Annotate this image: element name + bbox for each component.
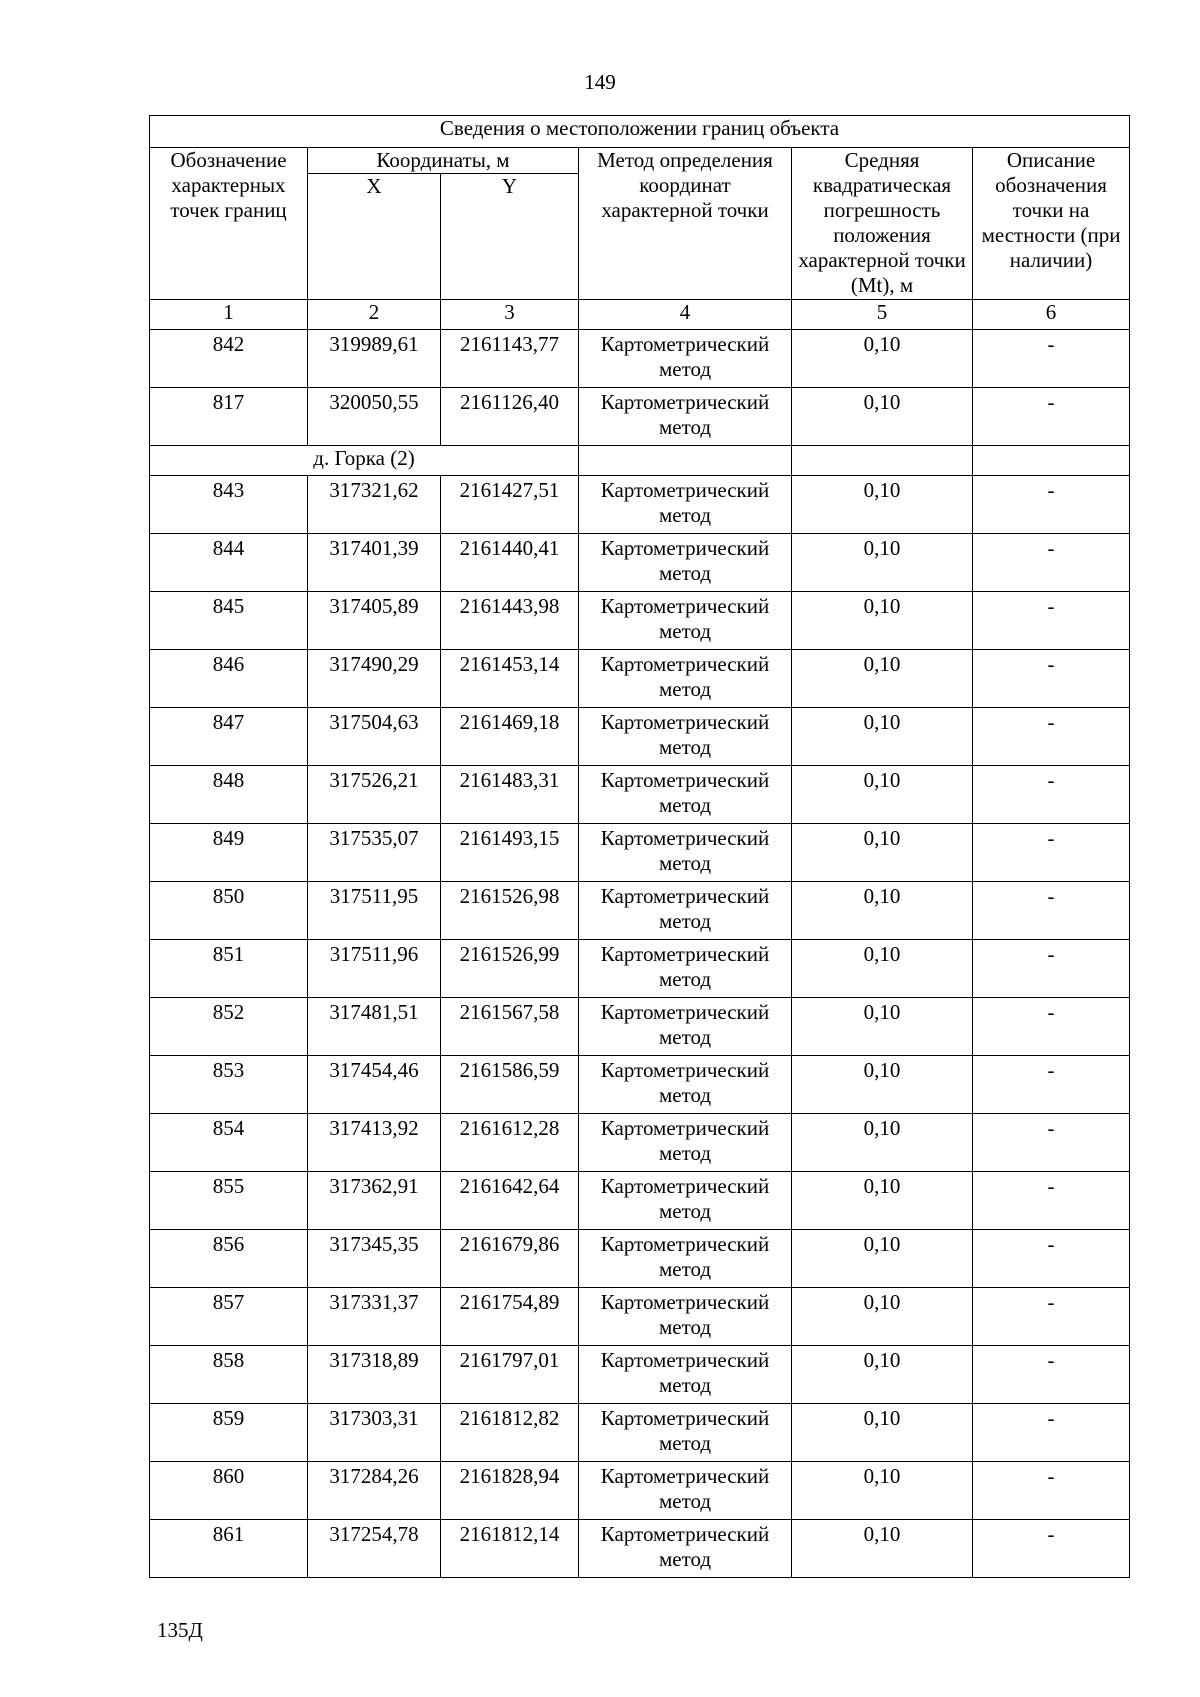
error-cell: 0,10 [792, 476, 973, 534]
header-row-1 [150, 148, 1130, 174]
table-title: Сведения о местоположении границ объекта [150, 116, 1130, 148]
error-cell: 0,10 [792, 534, 973, 592]
point-number-cell: 845 [150, 592, 308, 650]
table-row [150, 940, 1130, 998]
point-number-cell: 851 [150, 940, 308, 998]
point-number-cell: 847 [150, 708, 308, 766]
column-number: 5 [792, 300, 973, 330]
table-row [150, 998, 1130, 1056]
method-cell: Картометрический метод [579, 1114, 792, 1172]
description-cell: - [973, 1346, 1130, 1404]
point-number-cell: 848 [150, 766, 308, 824]
y-coordinate-cell: 2161440,41 [441, 534, 579, 592]
error-cell: 0,10 [792, 1346, 973, 1404]
description-cell: - [973, 330, 1130, 388]
point-number-cell: 861 [150, 1520, 308, 1578]
method-cell: Картометрический метод [579, 388, 792, 446]
column-number: 6 [973, 300, 1130, 330]
point-number-cell: 844 [150, 534, 308, 592]
point-number-cell: 843 [150, 476, 308, 534]
y-coordinate-cell: 2161612,28 [441, 1114, 579, 1172]
error-cell: 0,10 [792, 1172, 973, 1230]
table-row [150, 1346, 1130, 1404]
y-coordinate-cell: 2161642,64 [441, 1172, 579, 1230]
table-row [150, 1520, 1130, 1578]
point-number-cell: 849 [150, 824, 308, 882]
error-cell: 0,10 [792, 824, 973, 882]
description-cell: - [973, 1404, 1130, 1462]
method-cell: Картометрический метод [579, 1172, 792, 1230]
method-cell: Картометрический метод [579, 882, 792, 940]
method-cell: Картометрический метод [579, 708, 792, 766]
description-cell: - [973, 882, 1130, 940]
method-cell: Картометрический метод [579, 1288, 792, 1346]
y-coordinate-cell: 2161586,59 [441, 1056, 579, 1114]
method-cell: Картометрический метод [579, 534, 792, 592]
error-cell: 0,10 [792, 1114, 973, 1172]
method-cell: Картометрический метод [579, 1462, 792, 1520]
method-cell: Картометрический метод [579, 1230, 792, 1288]
x-coordinate-cell: 317511,95 [308, 882, 441, 940]
error-cell: 0,10 [792, 766, 973, 824]
error-cell: 0,10 [792, 388, 973, 446]
table-row [150, 1230, 1130, 1288]
y-coordinate-cell: 2161679,86 [441, 1230, 579, 1288]
description-cell: - [973, 388, 1130, 446]
x-coordinate-cell: 317401,39 [308, 534, 441, 592]
section-empty-cell [579, 446, 792, 476]
point-number-cell: 842 [150, 330, 308, 388]
description-cell: - [973, 650, 1130, 708]
y-coordinate-cell: 2161797,01 [441, 1346, 579, 1404]
point-number-cell: 846 [150, 650, 308, 708]
x-coordinate-cell: 317511,96 [308, 940, 441, 998]
y-coordinate-cell: 2161526,98 [441, 882, 579, 940]
table-row [150, 882, 1130, 940]
method-cell: Картометрический метод [579, 766, 792, 824]
point-number-cell: 860 [150, 1462, 308, 1520]
error-cell: 0,10 [792, 330, 973, 388]
x-coordinate-cell: 317405,89 [308, 592, 441, 650]
x-coordinate-cell: 317331,37 [308, 1288, 441, 1346]
table-row [150, 1172, 1130, 1230]
section-empty-cell [973, 446, 1130, 476]
method-cell: Картометрический метод [579, 650, 792, 708]
table-row [150, 388, 1130, 446]
y-coordinate-cell: 2161493,15 [441, 824, 579, 882]
method-cell: Картометрический метод [579, 476, 792, 534]
error-cell: 0,10 [792, 1056, 973, 1114]
error-cell: 0,10 [792, 998, 973, 1056]
error-cell: 0,10 [792, 708, 973, 766]
x-coordinate-cell: 317526,21 [308, 766, 441, 824]
y-coordinate-cell: 2161812,82 [441, 1404, 579, 1462]
point-number-cell: 853 [150, 1056, 308, 1114]
footer-code: 135Д [157, 1618, 203, 1642]
description-cell: - [973, 534, 1130, 592]
column-number-row [150, 300, 1130, 330]
description-cell: - [973, 766, 1130, 824]
table-body [150, 116, 1130, 1578]
point-number-cell: 817 [150, 388, 308, 446]
point-number-cell: 854 [150, 1114, 308, 1172]
y-coordinate-cell: 2161567,58 [441, 998, 579, 1056]
x-coordinate-cell: 317318,89 [308, 1346, 441, 1404]
method-cell: Картометрический метод [579, 1056, 792, 1114]
y-coordinate-cell: 2161443,98 [441, 592, 579, 650]
description-cell: - [973, 1520, 1130, 1578]
description-cell: - [973, 824, 1130, 882]
table-row [150, 1114, 1130, 1172]
table-row [150, 534, 1130, 592]
table-row [150, 1056, 1130, 1114]
table-row [150, 650, 1130, 708]
point-number-cell: 852 [150, 998, 308, 1056]
description-cell: - [973, 1462, 1130, 1520]
method-cell: Картометрический метод [579, 940, 792, 998]
error-cell: 0,10 [792, 650, 973, 708]
page-number: 149 [584, 70, 616, 94]
table-row [150, 1462, 1130, 1520]
y-coordinate-cell: 2161483,31 [441, 766, 579, 824]
x-coordinate-cell: 317321,62 [308, 476, 441, 534]
x-coordinate-cell: 317504,63 [308, 708, 441, 766]
error-cell: 0,10 [792, 1288, 973, 1346]
boundary-table [149, 115, 1130, 1578]
description-cell: - [973, 1114, 1130, 1172]
description-cell: - [973, 1056, 1130, 1114]
section-label: д. Горка (2) [150, 446, 579, 476]
table-row [150, 476, 1130, 534]
y-coordinate-cell: 2161469,18 [441, 708, 579, 766]
x-coordinate-cell: 317535,07 [308, 824, 441, 882]
method-cell: Картометрический метод [579, 1520, 792, 1578]
description-cell: - [973, 940, 1130, 998]
description-cell: - [973, 1230, 1130, 1288]
table-title-row [150, 116, 1130, 148]
method-cell: Картометрический метод [579, 592, 792, 650]
point-number-cell: 856 [150, 1230, 308, 1288]
y-coordinate-cell: 2161754,89 [441, 1288, 579, 1346]
y-coordinate-cell: 2161828,94 [441, 1462, 579, 1520]
y-coordinate-cell: 2161427,51 [441, 476, 579, 534]
description-cell: - [973, 1288, 1130, 1346]
column-number: 4 [579, 300, 792, 330]
table-row [150, 592, 1130, 650]
method-cell: Картометрический метод [579, 998, 792, 1056]
description-cell: - [973, 708, 1130, 766]
description-cell: - [973, 592, 1130, 650]
table-row [150, 330, 1130, 388]
x-coordinate-cell: 317303,31 [308, 1404, 441, 1462]
y-coordinate-cell: 2161143,77 [441, 330, 579, 388]
section-empty-cell [792, 446, 973, 476]
x-coordinate-cell: 320050,55 [308, 388, 441, 446]
table-row [150, 824, 1130, 882]
column-number: 3 [441, 300, 579, 330]
table-row [150, 766, 1130, 824]
x-coordinate-cell: 317254,78 [308, 1520, 441, 1578]
y-coordinate-cell: 2161812,14 [441, 1520, 579, 1578]
error-cell: 0,10 [792, 1404, 973, 1462]
x-coordinate-cell: 317345,35 [308, 1230, 441, 1288]
method-cell: Картометрический метод [579, 1404, 792, 1462]
error-cell: 0,10 [792, 1462, 973, 1520]
error-cell: 0,10 [792, 940, 973, 998]
header-x: X [308, 174, 441, 300]
y-coordinate-cell: 2161126,40 [441, 388, 579, 446]
header-y: Y [441, 174, 579, 300]
column-number: 1 [150, 300, 308, 330]
method-cell: Картометрический метод [579, 330, 792, 388]
x-coordinate-cell: 317481,51 [308, 998, 441, 1056]
description-cell: - [973, 1172, 1130, 1230]
x-coordinate-cell: 317490,29 [308, 650, 441, 708]
x-coordinate-cell: 319989,61 [308, 330, 441, 388]
header-coordinates: Координаты, м [308, 148, 579, 174]
error-cell: 0,10 [792, 1230, 973, 1288]
x-coordinate-cell: 317284,26 [308, 1462, 441, 1520]
table-row [150, 1288, 1130, 1346]
x-coordinate-cell: 317413,92 [308, 1114, 441, 1172]
method-cell: Картометрический метод [579, 1346, 792, 1404]
y-coordinate-cell: 2161526,99 [441, 940, 579, 998]
method-cell: Картометрический метод [579, 824, 792, 882]
y-coordinate-cell: 2161453,14 [441, 650, 579, 708]
point-number-cell: 850 [150, 882, 308, 940]
point-number-cell: 857 [150, 1288, 308, 1346]
header-error: Средняя квадратическая погрешность положения характерной точки (Mt), м [792, 148, 973, 300]
error-cell: 0,10 [792, 882, 973, 940]
point-number-cell: 859 [150, 1404, 308, 1462]
description-cell: - [973, 998, 1130, 1056]
point-number-cell: 855 [150, 1172, 308, 1230]
error-cell: 0,10 [792, 1520, 973, 1578]
header-designation: Обозначение характерных точек границ [150, 148, 308, 300]
table-row [150, 1404, 1130, 1462]
error-cell: 0,10 [792, 592, 973, 650]
description-cell: - [973, 476, 1130, 534]
header-description: Описание обозначения точки на местности (при наличии) [973, 148, 1130, 300]
x-coordinate-cell: 317454,46 [308, 1056, 441, 1114]
header-method: Метод определения координат характерной точки [579, 148, 792, 300]
x-coordinate-cell: 317362,91 [308, 1172, 441, 1230]
section-row [150, 446, 1130, 476]
column-number: 2 [308, 300, 441, 330]
table-row [150, 708, 1130, 766]
point-number-cell: 858 [150, 1346, 308, 1404]
